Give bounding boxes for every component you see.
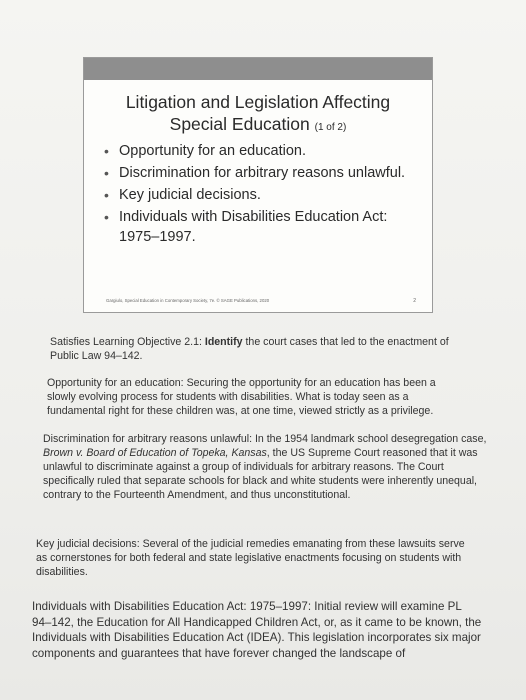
bullet-dot-icon: • — [104, 165, 109, 181]
objective-text: the court cases that led to the enactment of Public Law 94–142. — [50, 336, 449, 362]
idea-note: Individuals with Disabilities Education Act: 1975–1997: Initial review will examine PL 94–142, the Education for All Handicapped Children Act, or, as it came to be known, the Individuals with Disabilities Education Act (IDEA). This legislation incorporates six major components and guarantees that have forever changed the landscape of — [32, 600, 482, 660]
slide-bullet — [101, 163, 421, 183]
slide-bullet — [101, 141, 421, 161]
slide-bullet — [101, 207, 421, 247]
slide-title-line2 — [84, 113, 432, 139]
discrimination-note — [43, 432, 488, 502]
bullet-dot-icon: • — [104, 143, 109, 159]
bullet-dot-icon: • — [104, 187, 109, 203]
objective-prefix: Satisfies Learning Objective 2.1: — [50, 336, 205, 348]
slide-bullet-text: Opportunity for an education. — [119, 143, 307, 159]
slide-title — [84, 91, 432, 139]
slide-header-band — [84, 58, 432, 80]
slide-title-main: Special Education — [169, 114, 310, 134]
court-case-name: Brown v. Board of Education of Topeka, Kansas — [43, 447, 267, 459]
learning-objective-note — [50, 335, 480, 363]
objective-keyword: Identify — [204, 336, 243, 348]
slide-bullet-text: Individuals with Disabilities Education Act: 1975–1997. — [119, 209, 388, 245]
slide-page-number: 2 — [413, 298, 416, 304]
bullet-dot-icon: • — [104, 209, 109, 225]
judicial-decisions-note: Key judicial decisions: Several of the judicial remedies emanating from these lawsuits serve as cornerstones for both federal and state legislative enactments focusing on students with disabilities. — [36, 538, 465, 578]
slide-footer-credit: Gargiulo, Special Education in Contemporary Society, 7e. © SAGE Publications, 2020 — [106, 298, 270, 303]
discrimination-intro: Discrimination for arbitrary reasons unlawful: In the 1954 landmark school desegregation case, — [43, 433, 487, 445]
slide-bullet-text: Key judicial decisions. — [119, 187, 261, 203]
slide-thumbnail — [83, 57, 433, 313]
slide-bullet — [101, 185, 421, 205]
slide-bullet-text: Discrimination for arbitrary reasons unlawful. — [119, 165, 406, 181]
discrimination-body: , the US Supreme Court reasoned that it was unlawful to discriminate against a group of individuals for arbitrary reasons. The Court specifically ruled that separate schools for black and white students were inherently unequal, contrary to the Fourteenth Amendment, and thus unconstitutional. — [43, 447, 478, 501]
slide-title-part: (1 of 2) — [314, 122, 347, 133]
opportunity-note: Opportunity for an education: Securing the opportunity for an education has been a slowly evolving process for students with disabilities. What is today seen as a fundamental right for these children was, at one time, viewed strictly as a privilege. — [47, 377, 436, 417]
slide-bullet-list — [101, 141, 421, 249]
slide-title-line1: Litigation and Legislation Affecting — [125, 92, 391, 112]
